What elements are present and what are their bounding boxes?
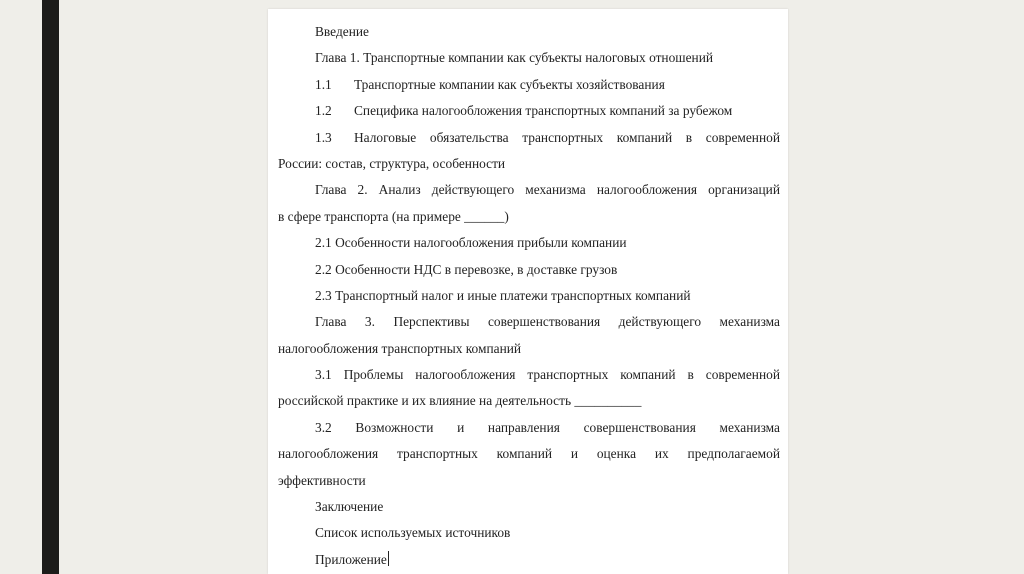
toc-chapter-1-title: Глава 1. Транспортные компании как субъекты налоговых отношений: [315, 50, 714, 66]
toc-chapter-2-title-cont: в сфере транспорта (на примере ______): [278, 208, 509, 224]
appendix-label: Приложение: [315, 551, 387, 567]
toc-section-1-1: [278, 72, 780, 98]
section-number: 1.2: [315, 103, 332, 119]
toc-conclusion: Заключение: [315, 499, 384, 515]
toc-intro: Введение: [315, 24, 369, 39]
toc-chapter-2-title: Глава 2. Анализ действующего механизма налогообложения организаций: [315, 182, 780, 198]
toc-section-3-1-cont: российской практике и их влияние на деятельность __________: [278, 393, 642, 409]
toc-section-1-3-cont: России: состав, структура, особенности: [278, 155, 506, 171]
toc-section-2-2: 2.2 Особенности НДС в перевозке, в доставке грузов: [315, 261, 618, 277]
toc-chapter-3-title-cont: налогообложения транспортных компаний: [278, 340, 522, 356]
toc-section-3-2-cont: налогообложения транспортных компаний и оценка их предполагаемой: [278, 446, 780, 462]
toc-chapter-3-title: Глава 3. Перспективы совершенствования действующего механизма: [315, 314, 780, 330]
toc-section-3-2-cont-2: эффективности: [278, 472, 366, 488]
toc-section-1-3: [278, 125, 780, 151]
toc-section-3-2: 3.2 Возможности и направления совершенствования механизма: [315, 419, 780, 435]
slide-left-bar: [42, 0, 59, 574]
section-number: 1.3: [315, 129, 332, 145]
table-of-contents: [278, 19, 780, 573]
section-title: Специфика налогообложения транспортных компаний за рубежом: [354, 103, 733, 119]
section-number: 1.1: [315, 76, 332, 92]
toc-appendix: [278, 547, 780, 573]
toc-section-1-2: [278, 98, 780, 124]
toc-section-2-1: 2.1 Особенности налогообложения прибыли компании: [315, 235, 627, 251]
toc-sources: Список используемых источников: [315, 525, 511, 541]
section-title: Транспортные компании как субъекты хозяйствования: [354, 76, 665, 92]
document-page: [268, 9, 788, 574]
toc-section-3-1: 3.1 Проблемы налогообложения транспортных компаний в современной: [315, 367, 780, 383]
toc-section-2-3: 2.3 Транспортный налог и иные платежи транспортных компаний: [315, 287, 691, 303]
text-cursor: [388, 551, 389, 566]
section-title: Налоговые обязательства транспортных компаний в современной: [354, 129, 780, 145]
